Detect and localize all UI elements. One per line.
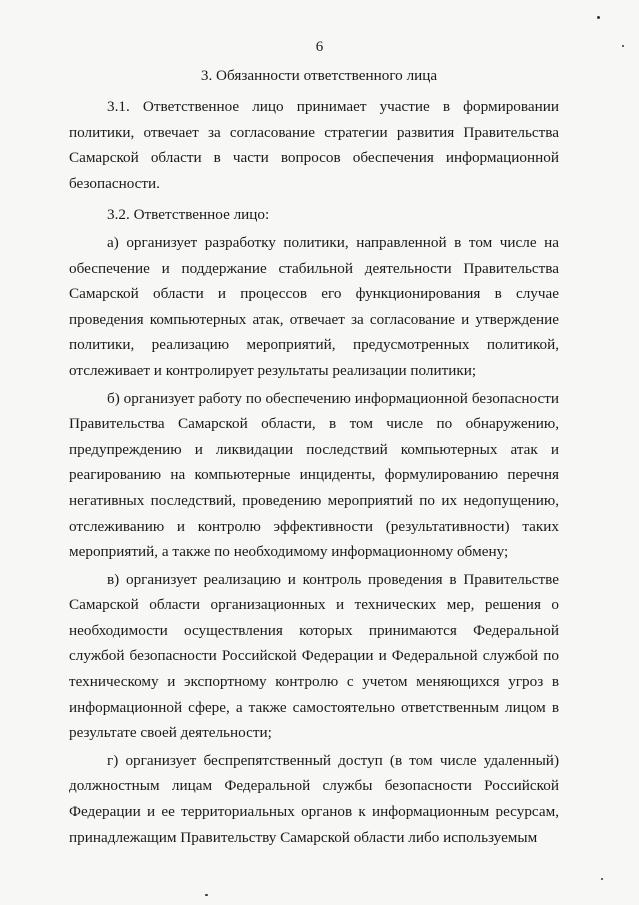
- scan-speck: [597, 16, 600, 19]
- scan-speck: [205, 894, 208, 896]
- scan-speck: [601, 878, 603, 880]
- paragraph-b: б) организует работу по обеспечению информационной безопасности Правительства Самарской области, в том числе по обнаружению, предупреждению и ликвидации последствий компьютерных атак и реагированию на компьютерные инциденты, формулированию перечня негативных последствий, проведению мероприятий по их недопущению, отслеживанию и контролю эффективности (результативности) таких мероприятий, а также по необходимому информационному обмену;: [69, 389, 559, 561]
- paragraph-v: в) организует реализацию и контроль проведения в Правительстве Самарской области организационных и технических мер, решения о необходимости осуществления которых принимаются Федеральной службой безопасности Российской Федерации и Федеральной службой по техническому и экспортному контролю с учетом меняющихся угроз в информационной сфере, а также самостоятельно ответственным лицом в результате своей деятельности;: [69, 570, 559, 742]
- paragraph-3-1: 3.1. Ответственное лицо принимает участие в формировании политики, отвечает за согласование стратегии развития Правительства Самарской области в части вопросов обеспечения информационной безопасности.: [69, 98, 559, 192]
- paragraph-3-2: 3.2. Ответственное лицо:: [107, 206, 270, 224]
- paragraph-a: а) организует разработку политики, направленной в том числе на обеспечение и поддержание стабильной деятельности Правительства Самарской области и процессов его функционирования в случае проведения компьютерных атак, отвечает за согласование и утверждение политики, реализацию мероприятий, предусмотренных политикой, отслеживает и контролирует результаты реализации политики;: [69, 233, 559, 379]
- scan-speck: [622, 45, 624, 47]
- document-body: [69, 66, 559, 850]
- paragraph-g: г) организует беспрепятственный доступ (в том числе удаленный) должностным лицам Федеральной службы безопасности Российской Федерации и ее территориальных органов к информационным ресурсам, принадлежащим Правительству Самарской области либо используемым: [69, 751, 559, 846]
- page-number: 6: [315, 39, 324, 55]
- section-heading: 3. Обязанности ответственного лица: [200, 67, 438, 84]
